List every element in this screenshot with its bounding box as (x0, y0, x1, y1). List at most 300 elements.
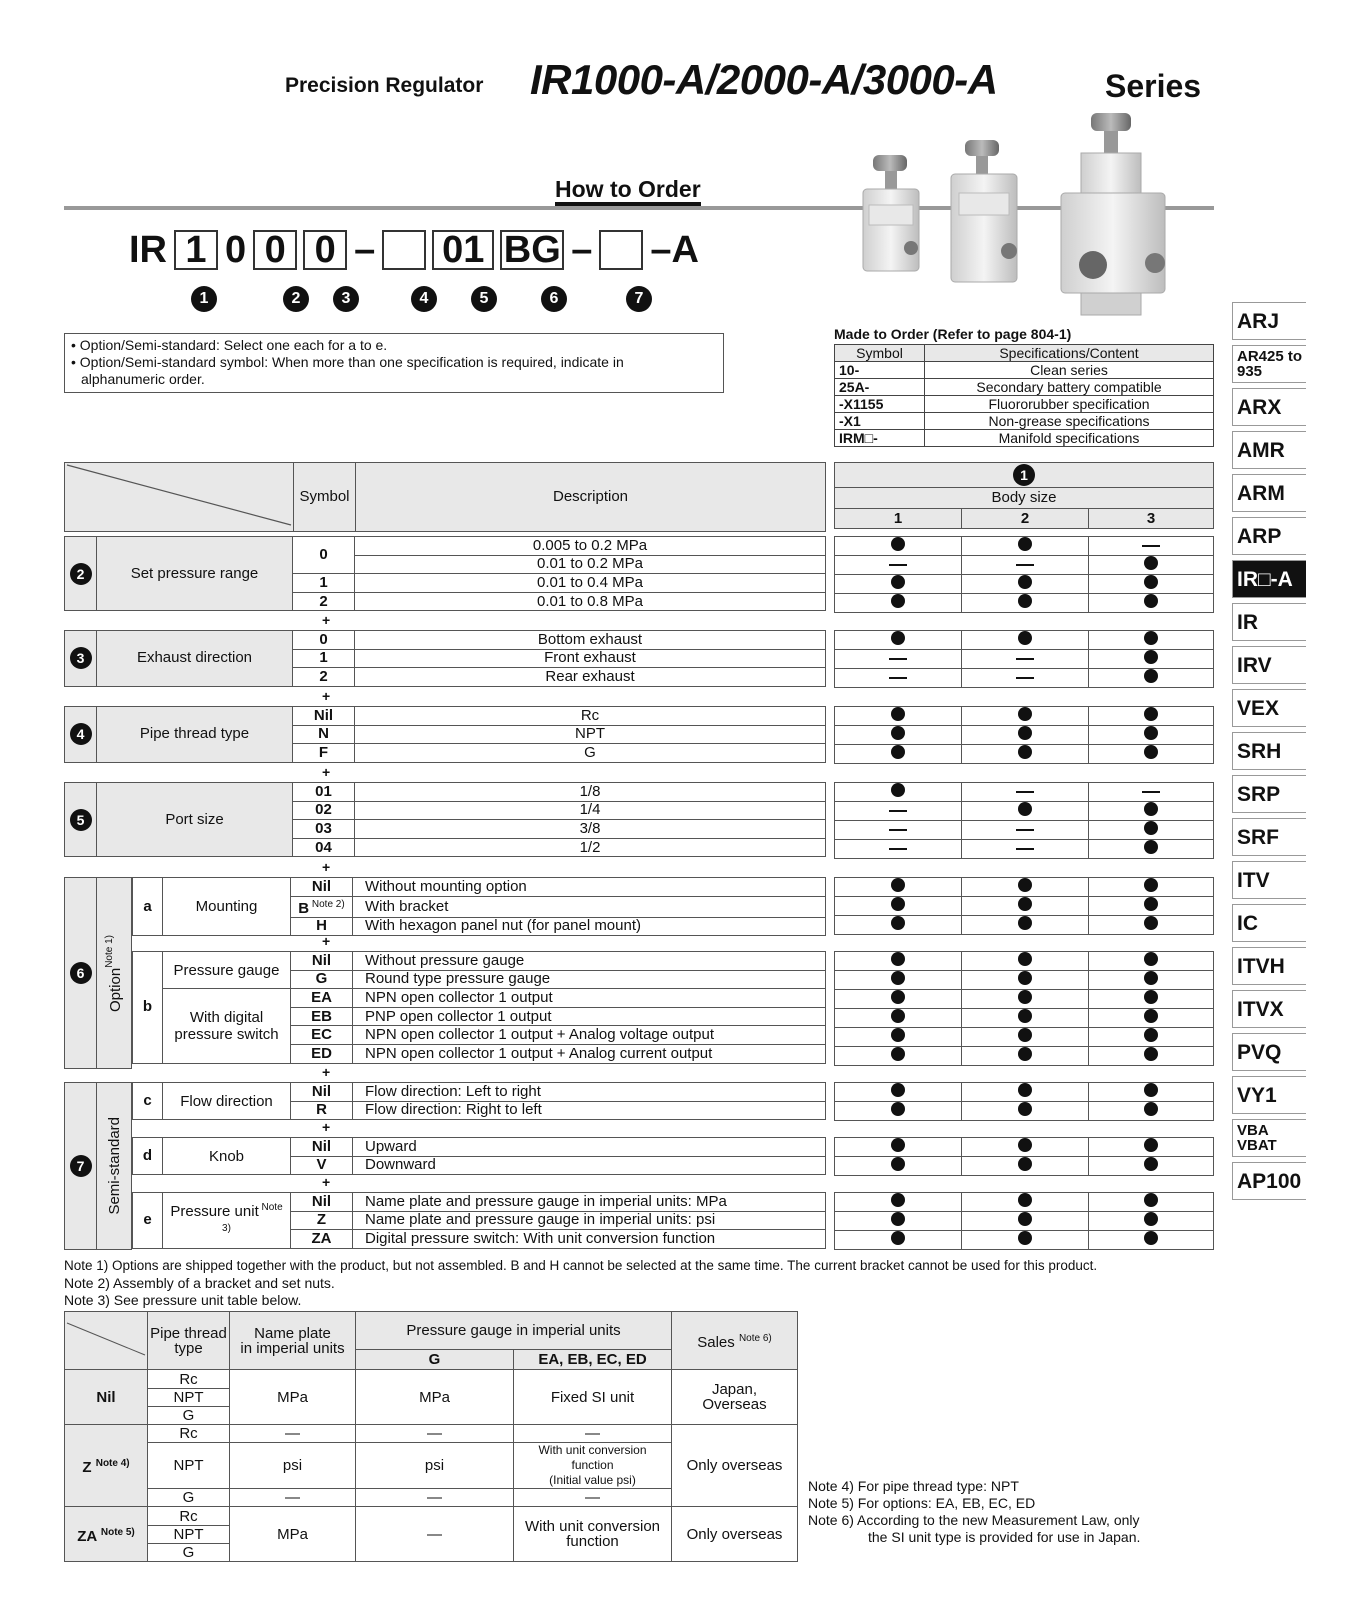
dash-unavailable (1016, 564, 1034, 566)
value-row (835, 1083, 1214, 1102)
side-tab-vba-vbat[interactable] (1232, 1119, 1306, 1157)
spec-row (133, 952, 826, 971)
description-cell: 1/8 (355, 783, 826, 802)
size-cell (835, 783, 962, 802)
size-cell (835, 594, 962, 613)
unit-head-text: Sales (697, 1334, 735, 1351)
unit-switch: — (514, 1489, 672, 1507)
dot-available (1144, 1193, 1158, 1207)
size-cell (835, 537, 962, 556)
description-cell: Without mounting option (353, 878, 826, 897)
group-number (65, 537, 97, 611)
symbol-cell (291, 1211, 353, 1230)
side-tab-label: ARX (1237, 395, 1282, 419)
circle-4: 4 (70, 723, 92, 745)
section-title: How to Order (555, 176, 701, 206)
body-size-values (834, 782, 1214, 859)
description-cell: Name plate and pressure gauge in imperial units: psi (353, 1211, 826, 1230)
sub-letter: e (133, 1193, 163, 1249)
symbol-cell: Nil (293, 707, 355, 726)
side-tab-arx[interactable] (1232, 388, 1306, 426)
side-tab-itvh[interactable] (1232, 947, 1306, 985)
dash-unavailable (889, 677, 907, 679)
value-row (835, 1102, 1214, 1121)
body-size-values (834, 877, 1214, 935)
mto-symbol: 25A- (835, 379, 925, 396)
unit-row-label: Z (82, 1459, 92, 1476)
dot-available (1144, 669, 1158, 683)
pressure-unit-table (64, 1311, 798, 1562)
size-cell (1089, 537, 1214, 556)
unit-sales-text: Japan, (711, 1381, 758, 1398)
side-tab-srh[interactable] (1232, 732, 1306, 770)
side-tab-label: ARP (1237, 524, 1282, 548)
dot-available (1144, 916, 1158, 930)
size-cell (962, 878, 1089, 897)
description-cell: G (355, 744, 826, 763)
value-row (835, 575, 1214, 594)
side-tab-amr[interactable] (1232, 431, 1306, 469)
plus-separator: + (322, 688, 331, 704)
group-port-size (64, 782, 826, 857)
dot-available (1018, 1009, 1032, 1023)
unit-pipe: Rc (148, 1507, 230, 1526)
dot-available (891, 1193, 905, 1207)
spec-row (133, 878, 826, 897)
value-row (835, 707, 1214, 726)
sub-label-text: Pressure gauge (173, 961, 280, 979)
body-size-title: Body size (835, 488, 1214, 509)
unit-row-note: Note 4) (95, 1458, 130, 1469)
side-tab-arp[interactable] (1232, 517, 1306, 555)
symbol-text: B (298, 899, 310, 917)
size-cell (1089, 1138, 1214, 1157)
unit-gauge: psi (356, 1443, 514, 1489)
description-cell: 0.01 to 0.8 MPa (355, 592, 826, 611)
value-row (835, 631, 1214, 650)
dot-available (1144, 1047, 1158, 1061)
body-size-values (834, 706, 1214, 764)
code-box-2: 0 (253, 230, 297, 270)
symbol-cell (291, 1101, 353, 1120)
side-tab-irv[interactable] (1232, 646, 1306, 684)
symbol-text: EC (311, 1026, 332, 1044)
dot-available (1018, 952, 1032, 966)
dot-available (1144, 1157, 1158, 1171)
size-cell (962, 631, 1089, 650)
size-cell (962, 1009, 1089, 1028)
side-tab-label: AP100 (1237, 1169, 1302, 1193)
value-row (835, 594, 1214, 613)
size-cell (835, 1138, 962, 1157)
body-size-circle (835, 463, 1214, 488)
symbol-cell: 0 (293, 537, 355, 574)
sub-label-text: pressure switch (174, 1025, 279, 1043)
size-cell (962, 990, 1089, 1009)
dot-available (891, 745, 905, 759)
symbol-cell (291, 1007, 353, 1026)
side-tab-label: IR (1237, 610, 1258, 634)
model-code (125, 228, 703, 272)
spec-row (65, 783, 826, 802)
body-size-header (834, 462, 1214, 529)
symbol-header: Symbol (294, 463, 356, 532)
unit-gauge: — (356, 1507, 514, 1562)
symbol-cell (291, 970, 353, 989)
mto-head: Specifications/Content (925, 345, 1214, 362)
value-row (835, 1157, 1214, 1176)
size-cell (1089, 1157, 1214, 1176)
dot-available (1018, 537, 1032, 551)
code-box-4 (382, 230, 426, 270)
value-row (835, 802, 1214, 821)
dot-available (891, 1028, 905, 1042)
side-tab-ir-a[interactable] (1232, 560, 1306, 598)
size-cell (962, 726, 1089, 745)
circle-5: 5 (70, 809, 92, 831)
dot-available (1018, 990, 1032, 1004)
unit-sales: Only overseas (672, 1425, 798, 1507)
code-box-6: BG (500, 230, 564, 270)
option-label-text (104, 935, 124, 1012)
size-cell (1089, 631, 1214, 650)
symbol-text: R (316, 1101, 327, 1119)
dash-unavailable (1016, 677, 1034, 679)
body-size-values (834, 1137, 1214, 1176)
group-number (65, 783, 97, 857)
spec-row (133, 1138, 826, 1157)
code-dash: – (571, 228, 593, 271)
size-cell (962, 952, 1089, 971)
unit-sales-text: Overseas (702, 1396, 767, 1413)
note-6-cont: the SI unit type is provided for use in Japan. (868, 1529, 1141, 1545)
dot-available (1144, 650, 1158, 664)
group-semi-standard-frame (64, 1082, 132, 1250)
symbol-cell: 2 (293, 592, 355, 611)
sub-label-text: Pressure unit (170, 1203, 259, 1221)
dot-available (1144, 594, 1158, 608)
size-cell (962, 1102, 1089, 1121)
unit-head-text: Name plate (254, 1324, 331, 1342)
description-cell: With hexagon panel nut (for panel mount) (353, 917, 826, 936)
dot-available (1018, 1193, 1032, 1207)
code-circle-7: 7 (626, 286, 652, 312)
mto-spec: Fluororubber specification (925, 396, 1214, 413)
unit-nameplate: MPa (230, 1507, 356, 1562)
dot-available (1018, 726, 1032, 740)
description-cell: Rc (355, 707, 826, 726)
side-tab-label: SRP (1237, 782, 1281, 806)
sub-label-text: Mounting (195, 898, 258, 916)
unit-header-gauge: Pressure gauge in imperial units (356, 1312, 672, 1350)
dot-available (1018, 745, 1032, 759)
note-2: Note 2) Assembly of a bracket and set nuts. (64, 1275, 335, 1291)
group-number (65, 1083, 97, 1249)
unit-switch-text: With unit conversion function (538, 1443, 647, 1472)
size-cell (1089, 1231, 1214, 1250)
code-circle-4: 4 (411, 286, 437, 312)
size-cell (962, 1028, 1089, 1047)
page-title: IR1000-A/2000-A/3000-A (530, 56, 998, 103)
dot-available (891, 783, 905, 797)
size-cell (962, 1193, 1089, 1212)
description-cell: 0.01 to 0.4 MPa (355, 574, 826, 593)
sub-letter: c (133, 1083, 163, 1120)
side-tab-vy1[interactable] (1232, 1076, 1306, 1114)
symbol-cell: 1 (293, 649, 355, 668)
dot-available (891, 707, 905, 721)
symbol-cell (291, 1193, 353, 1212)
dot-available (1144, 878, 1158, 892)
dot-available (891, 1157, 905, 1171)
side-tab-itvx[interactable] (1232, 990, 1306, 1028)
size-cell (835, 1157, 962, 1176)
side-tab-label: ITVX (1237, 997, 1284, 1021)
description-cell: NPT (355, 725, 826, 744)
group-label: Set pressure range (97, 537, 293, 611)
side-tab-ar425-to-935[interactable] (1232, 345, 1306, 383)
size-cell (962, 916, 1089, 935)
dot-available (1018, 916, 1032, 930)
sub-letter: b (133, 952, 163, 1064)
dot-available (1018, 594, 1032, 608)
side-tab-arm[interactable] (1232, 474, 1306, 512)
size-cell (835, 952, 962, 971)
side-tab-vex[interactable] (1232, 689, 1306, 727)
dot-available (1144, 897, 1158, 911)
note-4: Note 4) For pipe thread type: NPT (808, 1478, 1019, 1494)
size-cell (962, 1083, 1089, 1102)
unit-head-text: Pipe thread (150, 1324, 227, 1342)
symbol-cell (291, 1138, 353, 1157)
size-col-2: 2 (962, 509, 1089, 529)
plus-separator: + (322, 1064, 331, 1080)
symbol-text: Nil (311, 1137, 332, 1155)
sub-letter: a (133, 878, 163, 936)
unit-header-nameplate (230, 1312, 356, 1370)
note-line: alphanumeric order. (81, 371, 205, 387)
circle-1: 1 (1013, 464, 1035, 486)
side-tab-label: ITVH (1237, 954, 1285, 978)
side-tab-itv[interactable] (1232, 861, 1306, 899)
side-tab-srp[interactable] (1232, 775, 1306, 813)
dash-unavailable (889, 658, 907, 660)
mto-symbol: 10- (835, 362, 925, 379)
value-row (835, 990, 1214, 1009)
value-row (835, 952, 1214, 971)
dot-available (891, 1102, 905, 1116)
value-row (835, 1193, 1214, 1212)
header-diagonal (65, 463, 294, 532)
note-6: Note 6) According to the new Measurement Law, only (808, 1512, 1140, 1528)
value-row (835, 840, 1214, 859)
side-tab-arj[interactable] (1232, 302, 1306, 340)
unit-header-sales (672, 1312, 798, 1370)
symbol-cell (291, 878, 353, 897)
unit-sales: Only overseas (672, 1507, 798, 1562)
code-suffix: –A (650, 228, 699, 271)
size-cell (835, 1083, 962, 1102)
symbol-text: V (316, 1156, 327, 1174)
side-tab-ap100[interactable] (1232, 1162, 1306, 1200)
spec-row (65, 707, 826, 726)
symbol-cell (291, 896, 353, 917)
dot-available (1018, 1212, 1032, 1226)
size-cell (1089, 556, 1214, 575)
symbol-cell: 1 (293, 574, 355, 593)
side-tab-ic[interactable] (1232, 904, 1306, 942)
dot-available (891, 990, 905, 1004)
plus-separator: + (322, 764, 331, 780)
symbol-cell (291, 989, 353, 1008)
symbol-cell: F (293, 744, 355, 763)
description-cell: Bottom exhaust (355, 631, 826, 650)
note-3: Note 3) See pressure unit table below. (64, 1292, 302, 1308)
spec-header-table (64, 462, 826, 532)
mto-spec: Clean series (925, 362, 1214, 379)
dot-available (1144, 971, 1158, 985)
size-cell (835, 1102, 962, 1121)
group-label: Exhaust direction (97, 631, 293, 687)
dot-available (891, 1212, 905, 1226)
size-cell (835, 556, 962, 575)
dot-available (1144, 1009, 1158, 1023)
symbol-text: Z (316, 1211, 327, 1229)
mto-spec: Manifold specifications (925, 430, 1214, 447)
dot-available (891, 631, 905, 645)
unit-gauge: — (356, 1489, 514, 1507)
symbol-cell: 03 (293, 820, 355, 839)
dot-available (1144, 631, 1158, 645)
value-row (835, 650, 1214, 669)
size-cell (962, 594, 1089, 613)
size-cell (962, 897, 1089, 916)
side-tab-label: VY1 (1237, 1083, 1277, 1107)
unit-pipe: G (148, 1544, 230, 1562)
dot-available (891, 1231, 905, 1245)
value-row (835, 556, 1214, 575)
code-circle-3: 3 (333, 286, 359, 312)
made-to-order-table (834, 344, 1214, 447)
symbol-text: Nil (311, 877, 332, 895)
dot-available (891, 1138, 905, 1152)
value-row (835, 897, 1214, 916)
sub-label-text: Flow direction (180, 1092, 273, 1110)
sub-label-text: Knob (208, 1147, 245, 1165)
unit-switch: — (514, 1425, 672, 1443)
size-cell (835, 650, 962, 669)
side-tab-srf[interactable] (1232, 818, 1306, 856)
symbol-cell: 04 (293, 838, 355, 857)
mto-spec: Secondary battery compatible (925, 379, 1214, 396)
unit-switch (514, 1443, 672, 1489)
dot-available (1018, 1102, 1032, 1116)
dash-unavailable (889, 564, 907, 566)
group-option-frame (64, 877, 132, 1069)
description-cell: Front exhaust (355, 649, 826, 668)
description-cell: NPN open collector 1 output (353, 989, 826, 1008)
side-tab-label: ITV (1237, 868, 1270, 892)
sub-mounting (132, 877, 826, 936)
sub-label (163, 878, 291, 936)
description-cell: Flow direction: Left to right (353, 1083, 826, 1102)
value-row (835, 878, 1214, 897)
group-number (65, 878, 97, 1068)
plus-separator: + (322, 859, 331, 875)
mto-symbol: -X1 (835, 413, 925, 430)
value-row (835, 745, 1214, 764)
unit-row-nil: Nil (65, 1370, 148, 1425)
mto-symbol: IRM□- (835, 430, 925, 447)
unit-header-e: EA, EB, EC, ED (514, 1350, 672, 1370)
unit-pipe: NPT (148, 1443, 230, 1489)
size-cell (962, 669, 1089, 688)
dot-available (1144, 821, 1158, 835)
dash-unavailable (1016, 829, 1034, 831)
description-cell: 0.01 to 0.2 MPa (355, 555, 826, 574)
size-cell (962, 745, 1089, 764)
value-row (835, 726, 1214, 745)
symbol-cell: 01 (293, 783, 355, 802)
symbol-cell (291, 1156, 353, 1175)
size-cell (1089, 1047, 1214, 1066)
unit-switch (514, 1507, 672, 1562)
plus-separator: + (322, 1119, 331, 1135)
size-cell (835, 916, 962, 935)
value-row (835, 1212, 1214, 1231)
symbol-cell: 02 (293, 801, 355, 820)
size-cell (835, 802, 962, 821)
size-cell (1089, 1009, 1214, 1028)
description-cell: NPN open collector 1 output + Analog current output (353, 1044, 826, 1063)
sub-pressure-unit (132, 1192, 826, 1249)
dot-available (1144, 726, 1158, 740)
size-cell (1089, 802, 1214, 821)
note-line: • Option/Semi-standard symbol: When more than one specification is required, indicate in (71, 354, 624, 370)
description-cell: 1/2 (355, 838, 826, 857)
side-tab-ir[interactable] (1232, 603, 1306, 641)
dot-available (891, 878, 905, 892)
size-cell (962, 783, 1089, 802)
sub-label (163, 1083, 291, 1120)
size-cell (962, 650, 1089, 669)
product-image (855, 113, 1185, 318)
code-circle-1: 1 (191, 286, 217, 312)
size-cell (835, 1009, 962, 1028)
sub-label (163, 1138, 291, 1175)
dot-available (1018, 631, 1032, 645)
unit-header-pipe (148, 1312, 230, 1370)
description-cell: Name plate and pressure gauge in imperial units: MPa (353, 1193, 826, 1212)
side-tab-pvq[interactable] (1232, 1033, 1306, 1071)
circle-7: 7 (70, 1155, 92, 1177)
size-cell (835, 821, 962, 840)
size-cell (962, 1212, 1089, 1231)
size-cell (835, 1231, 962, 1250)
dot-available (1144, 1231, 1158, 1245)
unit-row-z (65, 1425, 148, 1507)
size-cell (1089, 1193, 1214, 1212)
unit-nameplate: — (230, 1425, 356, 1443)
body-size-values (834, 630, 1214, 688)
sub-label-text: With digital (189, 1008, 264, 1026)
description-cell: NPN open collector 1 output + Analog voltage output (353, 1026, 826, 1045)
size-cell (962, 1231, 1089, 1250)
size-cell (835, 1047, 962, 1066)
dot-available (1144, 1028, 1158, 1042)
code-circle-5: 5 (471, 286, 497, 312)
size-cell (1089, 990, 1214, 1009)
